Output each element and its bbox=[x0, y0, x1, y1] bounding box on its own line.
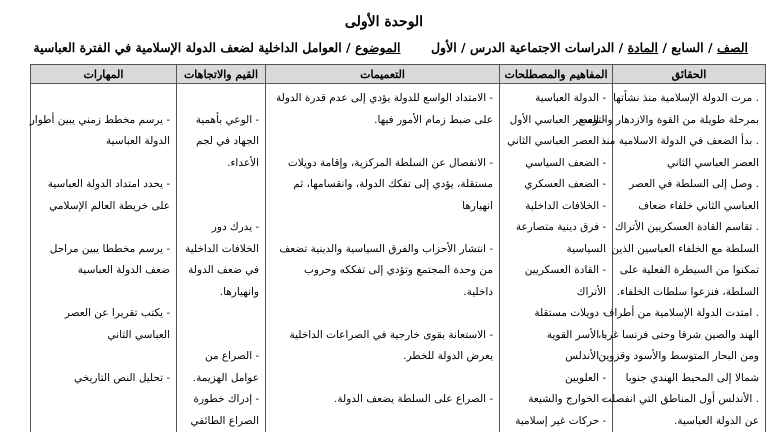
cell-line: - يحدد امتداد الدولة العباسية bbox=[37, 174, 170, 196]
unit-title: الوحدة الأولى bbox=[0, 14, 768, 30]
cell-line: - الصراع على السلطة يضعف الدولة. bbox=[272, 389, 493, 411]
cell-line: عوامل الهزيمة. bbox=[183, 368, 259, 390]
cell-line bbox=[272, 217, 493, 239]
cell-line: - الخلافات الداخلية bbox=[506, 196, 606, 218]
subject-label: المادة bbox=[628, 40, 658, 55]
cell-line bbox=[272, 368, 493, 390]
cell-line bbox=[37, 217, 170, 239]
values-cell bbox=[177, 84, 266, 432]
cell-line: السلطة، فنزعوا سلطات الخلفاء. bbox=[619, 282, 759, 304]
table-header-row bbox=[31, 65, 766, 84]
cell-line: - إدراك خطورة bbox=[183, 389, 259, 411]
cell-line: بمرحلة طويلة من القوة والازدهار والتوسع bbox=[619, 110, 759, 132]
cell-line: على ضبط زمام الأمور فيها. bbox=[272, 110, 493, 132]
cell-line bbox=[183, 325, 259, 347]
cell-line: وانهيارها. bbox=[183, 282, 259, 304]
cell-line: الدولة العباسية bbox=[37, 131, 170, 153]
cell-line: - الخوارج والشيعة bbox=[506, 389, 606, 411]
cell-line: - العلويين bbox=[506, 368, 606, 390]
cell-line: الصراع الطائفي bbox=[183, 411, 259, 432]
cell-line: . بدأ الضعف في الدولة الاسلامية منذ bbox=[619, 131, 759, 153]
cell-line: - تحليل النص التاريخي bbox=[37, 368, 170, 390]
cell-line: - الوعي بأهمية bbox=[183, 110, 259, 132]
generalizations-cell bbox=[266, 84, 500, 432]
cell-line: يعرض الدولة للخطر. bbox=[272, 346, 493, 368]
cell-line: الجهاد في لجم bbox=[183, 131, 259, 153]
cell-line: على خريطة العالم الإسلامي bbox=[37, 196, 170, 218]
cell-line: شمالا إلى المحيط الهندي جنوبا bbox=[619, 368, 759, 390]
facts-cell bbox=[613, 84, 766, 432]
cell-line: في ضعف الدولة bbox=[183, 260, 259, 282]
cell-line: تمكنوا من السيطرة الفعلية على bbox=[619, 260, 759, 282]
cell-line: - الاستعانة بقوى خارجية في الصراعات الداخلية bbox=[272, 325, 493, 347]
header-facts: الحقائق bbox=[613, 65, 766, 84]
cell-line bbox=[183, 88, 259, 110]
cell-line: السلطة مع الخلفاء العباسين الذين bbox=[619, 239, 759, 261]
cell-line bbox=[37, 282, 170, 304]
cell-line: من وحدة المجتمع وتؤدي إلى تفككه وحروب bbox=[272, 260, 493, 282]
lesson-table bbox=[30, 64, 766, 432]
cell-line: - الدولة العباسية bbox=[506, 88, 606, 110]
cell-line bbox=[37, 153, 170, 175]
cell-line: - يرسم مخطط زمني يبين أطوار bbox=[37, 110, 170, 132]
cell-line: - الضعف العسكري bbox=[506, 174, 606, 196]
cell-line: مستقلة، يؤدي إلى تفكك الدولة، وانقسامها، ثم bbox=[272, 174, 493, 196]
grade-label: الصف bbox=[717, 40, 748, 55]
cell-line: الأعداء. bbox=[183, 153, 259, 175]
cell-line: داخلية. bbox=[272, 282, 493, 304]
cell-line: - القادة العسكريين bbox=[506, 260, 606, 282]
cell-line: عن الدولة العباسية. bbox=[619, 411, 759, 432]
cell-line bbox=[183, 174, 259, 196]
subject-value: الدراسات الاجتماعية الدرس / الأول bbox=[431, 40, 614, 55]
topic-label: الموضوع bbox=[355, 40, 401, 55]
cell-line: - حركات غير إسلامية bbox=[506, 411, 606, 432]
cell-line: - العصر العباسي الثاني bbox=[506, 131, 606, 153]
header-values: القيم والاتجاهات bbox=[177, 65, 266, 84]
cell-line bbox=[272, 303, 493, 325]
cell-line: - الأسر القوية bbox=[506, 325, 606, 347]
cell-line: الأتراك bbox=[506, 282, 606, 304]
skills-cell bbox=[31, 84, 177, 432]
cell-line: العباسي الثاني خلفاء ضعاف bbox=[619, 196, 759, 218]
cell-line: ضعف الدولة العباسية bbox=[37, 260, 170, 282]
cell-line: - انتشار الأحزاب والفرق السياسية والدينية تضعف bbox=[272, 239, 493, 261]
cell-line: العباسي الثاني bbox=[37, 325, 170, 347]
cell-line: - يكتب تقريرا عن العصر bbox=[37, 303, 170, 325]
cell-line: - العصر العباسي الأول bbox=[506, 110, 606, 132]
cell-line: السياسية bbox=[506, 239, 606, 261]
header-skills: المهارات bbox=[31, 65, 177, 84]
cell-line: . وصل إلى السلطة في العصر bbox=[619, 174, 759, 196]
cell-line: - يدرك دور bbox=[183, 217, 259, 239]
cell-line: - الضعف السياسي bbox=[506, 153, 606, 175]
header-concepts: المفاهيم والمصطلحات bbox=[500, 65, 613, 84]
grade-value: السابع bbox=[671, 40, 703, 55]
header-generalizations: التعميمات bbox=[266, 65, 500, 84]
cell-line bbox=[183, 196, 259, 218]
topic-value: العوامل الداخلية لضعف الدولة الإسلامية في الفترة العباسية bbox=[33, 40, 341, 55]
cell-line bbox=[37, 88, 170, 110]
cell-line: انهيارها bbox=[272, 196, 493, 218]
cell-line: - الأندلس bbox=[506, 346, 606, 368]
cell-line: . مرت الدولة الإسلامية منذ نشأتها bbox=[619, 88, 759, 110]
subject-line: الصف / السابع / المادة / الدراسات الاجتماعية الدرس / الأول الموضوع / العوامل الداخلية لضعف الدولة الإسلامية في الفترة العباسية bbox=[8, 40, 748, 55]
cell-line: - الامتداد الواسع للدولة يؤدي إلى عدم قدرة الدولة bbox=[272, 88, 493, 110]
cell-line: العصر العباسي الثاني bbox=[619, 153, 759, 175]
cell-line: الهند والصين شرقا وحتى فرنسا غربا، bbox=[619, 325, 759, 347]
cell-line: - دويلات مستقلة bbox=[506, 303, 606, 325]
cell-line: - الصراع من bbox=[183, 346, 259, 368]
table-body-row bbox=[31, 84, 766, 432]
cell-line bbox=[183, 303, 259, 325]
cell-line bbox=[272, 131, 493, 153]
cell-line: . الأندلس أول المناطق التي انفصلت bbox=[619, 389, 759, 411]
concepts-cell bbox=[500, 84, 613, 432]
cell-line: . امتدت الدولة الإسلامية من أطراف bbox=[619, 303, 759, 325]
cell-line: . تقاسم القادة العسكريين الأتراك bbox=[619, 217, 759, 239]
cell-line bbox=[37, 346, 170, 368]
cell-line: - يرسم مخططا يبين مراحل bbox=[37, 239, 170, 261]
cell-line: - فرق دينية متصارعة bbox=[506, 217, 606, 239]
cell-line: الخلافات الداخلية bbox=[183, 239, 259, 261]
cell-line: ومن البحار المتوسط والأسود وقزوين bbox=[619, 346, 759, 368]
cell-line: - الانفصال عن السلطة المركزية، وإقامة دويلات bbox=[272, 153, 493, 175]
